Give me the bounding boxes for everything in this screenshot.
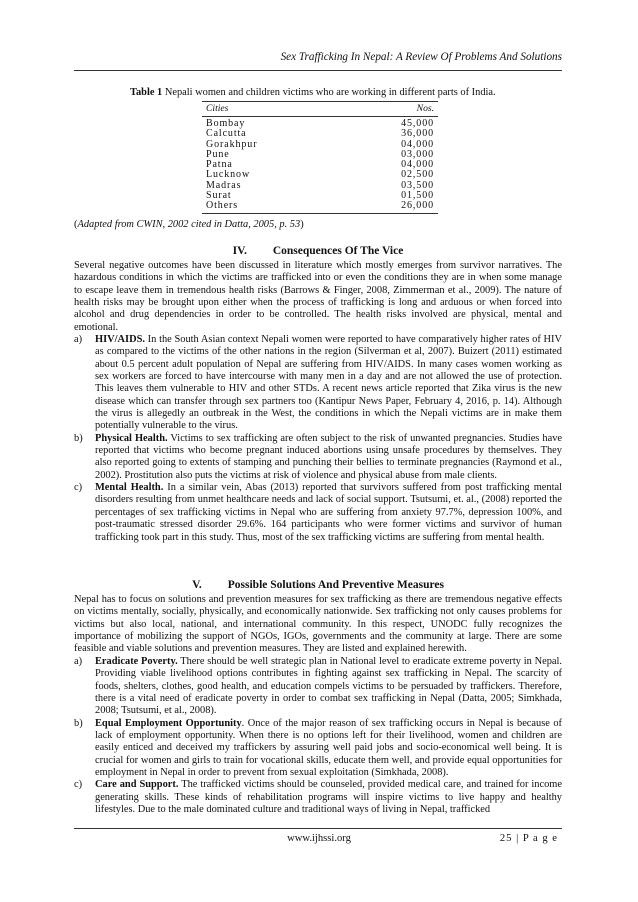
source-close-paren: ) xyxy=(300,219,304,230)
section-title: Consequences Of The Vice xyxy=(272,245,404,257)
table-caption-label: Table 1 xyxy=(130,87,163,98)
list-item-text: . Once of the major reason of sex trafficking occurs in Nepal is because of lack of employment opportunity. When there is no options left for their livelihood, women and children are easily enticed and deceived my traffickers by assuring well paid jobs and socio-economical well being. It is crucial for women and girls to train for vocational skills, educate them well, and provide equal opportunities for employment in Nepal in order to prevent from sexual exploitation (Simkhada, 2008). xyxy=(95,717,562,779)
list-item-text: In a similar vein, Abas (2013) reported that survivors suffered from post trafficking mental disorders resulting from unmet healthcare needs and lack of social support. Tsutsumi, et. al., (2008) reported the percentages of sex trafficking victims in Nepal who are suffering from anxiety 97.7%, depression 100%, and post-traumatic stressed disorder 29.6%. 164 participants who were former victims and survivor of human trafficking took part in this study. Thus, most of the sex trafficking victims are suffering from mental health. xyxy=(95,482,562,543)
list-item xyxy=(74,656,562,718)
count-cell: 01,500 xyxy=(401,190,434,202)
source-text: Adapted from CWIN, 2002 cited in Datta, 2005, p. 53 xyxy=(77,219,301,230)
section-number: IV. xyxy=(232,245,247,257)
list-marker: c) xyxy=(74,482,83,494)
list-item-text: In the South Asian context Nepali women were reported to have comparatively higher rates of HIV as compared to the victims of the other nations in the region (Silverman et al, 2007). Buizert (2011) estimated about 0.5 percent adult population of Nepal are suffering from HIV/AIDS. In many cases women working as sex workers are forced to have intercourse with many men in a day and are not allowed the use of protection. This leaves them vulnerable to HIV and other STDs. A recent news article reported that Zika virus is the new disease which can transfer through sex partners too (Kantipur News Paper, February 4, 2016, p. 14). Although the virus is allegedly an outbreak in the West, the conditions in which the Nepali victims are in make them potentially vulnerable to the virus. xyxy=(95,334,562,432)
table-caption-text: Nepali women and children victims who are working in different parts of India. xyxy=(162,87,496,98)
list-item-lead: Physical Health. xyxy=(95,432,168,444)
city-cell: Lucknow xyxy=(206,169,251,181)
city-cell: Pune xyxy=(206,148,230,160)
list-item-lead: Equal Employment Opportunity xyxy=(95,717,242,729)
table-body xyxy=(202,117,438,214)
table-caption xyxy=(130,87,496,99)
footer-rule xyxy=(74,828,562,829)
column-header-nos: Nos. xyxy=(416,103,434,114)
source-open-paren: ( xyxy=(74,219,78,230)
count-cell: 03,500 xyxy=(401,179,434,191)
count-cell: 04,000 xyxy=(401,138,434,150)
table-row xyxy=(202,201,438,211)
city-cell: Calcutta xyxy=(206,128,247,140)
count-cell: 45,000 xyxy=(401,118,434,129)
consequences-intro-paragraph: Several negative outcomes have been discussed in literature which mostly emerges from survivor narratives. The hazardous conditions in which the victims are trafficked into or even the conditions they are in when some manage to escape leave them in tremendous health risks (Barrows & Finger, 2008, Zimmerman et al., 2009). The nature of health risks may be brought upon either when the process of trafficking is long and arduous or when forced into alcohol and drug dependencies in order to be controlled. The health risks involved are physical, mental and emotional. xyxy=(74,260,562,333)
solutions-intro-paragraph: Nepal has to focus on solutions and prevention measures for sex trafficking as there are tremendous negative effects on victims mentally, socially, physically, and economically nationwide. Sex trafficking not only causes problems for victims but also local, national, and international community. In this respect, UNODC fully recognizes the importance of mobilizing the support of NGOs, IGOs, governments and the community at large. There are some feasible and viable solutions and prevention measures. They are listed and explained herewith. xyxy=(74,594,562,655)
city-cell: Surat xyxy=(206,190,232,202)
list-marker: c) xyxy=(74,779,83,791)
list-marker: a) xyxy=(74,334,83,345)
list-item-text: The trafficked victims should be counseled, provided medical care, and trained for income generating skills. These kinds of rehabilitation programs will inspire victims to live happy and healthy lifestyles. Due to the male dominated culture and traditional ways of living in Nepal, trafficked xyxy=(95,779,562,816)
table-source-note xyxy=(74,219,304,231)
solutions-list xyxy=(74,656,562,816)
consequences-list xyxy=(74,334,562,544)
footer-website: www.ijhssi.org xyxy=(287,833,351,844)
city-cell: Madras xyxy=(206,179,242,191)
section-number: V. xyxy=(192,579,202,591)
list-item-text: There should be well strategic plan in National level to eradicate extreme poverty in Nepal. Providing viable livelihood options contributes in fighting against sex trafficking in Nepal. The scarcity of foods, shelters, clothes, good health, and education compels victims to be persuaded by traffickers. Therefore, there is a vital need of eradicate poverty in order to combat sex trafficking in Nepal (Datta, 2005; Simkhada, 2008; Tsutsumi, et al., 2008). xyxy=(95,656,562,717)
list-item xyxy=(74,334,562,433)
count-cell: 26,000 xyxy=(401,200,434,212)
list-item xyxy=(74,482,562,544)
list-item-lead: HIV/AIDS. xyxy=(95,334,145,345)
list-item-lead: Care and Support. xyxy=(95,779,179,791)
count-cell: 03,000 xyxy=(401,148,434,160)
city-cell: Gorakhpur xyxy=(206,138,258,150)
list-item-lead: Eradicate Poverty. xyxy=(95,656,178,667)
list-item xyxy=(74,779,562,816)
footer-page-number: 25 | P a g e xyxy=(499,833,558,844)
section-heading-solutions xyxy=(74,579,562,592)
victims-table xyxy=(202,101,438,214)
running-header: Sex Trafficking In Nepal: A Review Of Problems And Solutions xyxy=(280,51,562,63)
list-item-text: Victims to sex trafficking are often subject to the risk of unwanted pregnancies. Studies have reported that victims who become pregnant induced abortions using unsafe procedures by themselves. They also reported going to extents of stamping and punching their bellies to terminate pregnancies (Raymond et al., 2002). Prostitution also puts the victims at risk of violence and physical abuse from male clients. xyxy=(95,432,562,481)
list-marker: a) xyxy=(74,656,83,667)
city-cell: Bombay xyxy=(206,118,246,129)
header-rule xyxy=(74,70,562,71)
column-header-cities: Cities xyxy=(206,103,229,114)
city-cell: Others xyxy=(206,200,239,212)
list-item xyxy=(74,718,562,780)
count-cell: 04,000 xyxy=(401,159,434,171)
city-cell: Patna xyxy=(206,159,233,171)
list-marker: b) xyxy=(74,717,83,729)
list-marker: b) xyxy=(74,432,83,444)
section-heading-consequences xyxy=(74,245,562,258)
count-cell: 36,000 xyxy=(401,128,434,140)
table-header-row xyxy=(202,101,438,117)
count-cell: 02,500 xyxy=(401,169,434,181)
list-item-lead: Mental Health. xyxy=(95,482,164,494)
list-item xyxy=(74,433,562,482)
section-title: Possible Solutions And Preventive Measures xyxy=(227,579,444,591)
